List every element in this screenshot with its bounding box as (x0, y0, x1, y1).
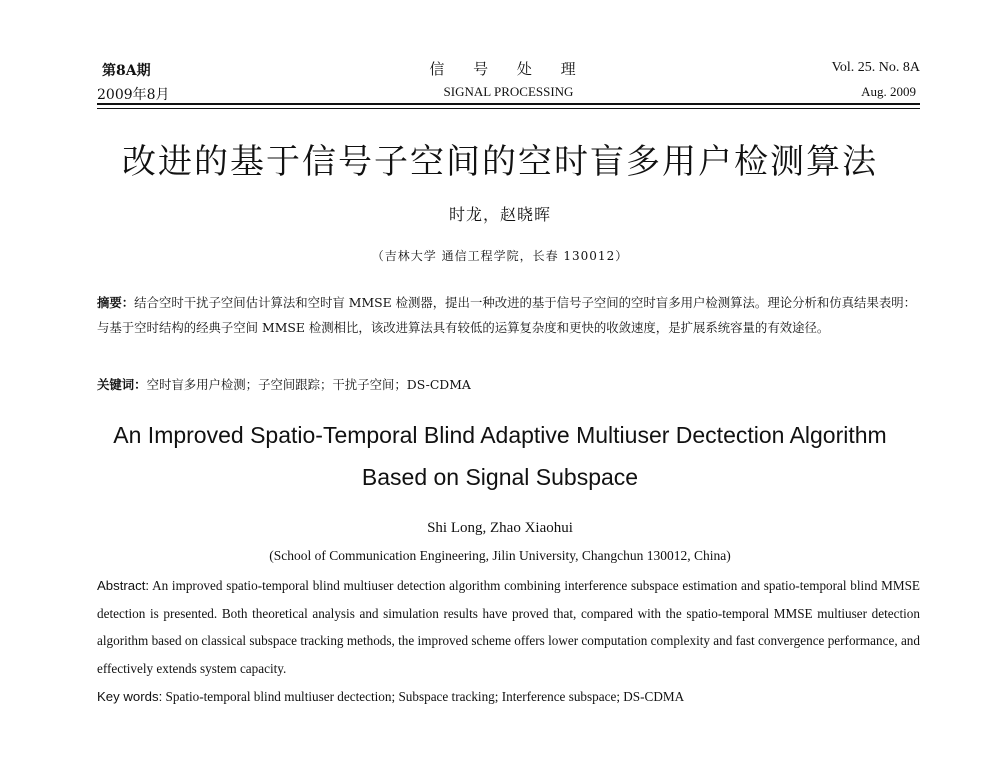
abstract-cn-text: 结合空时干扰子空间估计算法和空时盲 MMSE 检测器，提出一种改进的基于信号子空间的空时盲多用户检测算法。理论分析和仿真结果表明：与基于空时结构的经典子空间 MMSE 检测相比，该改进算法具有较低的运算复杂度和更快的收敛速度，是扩展系统容量的有效途径。 (97, 295, 917, 335)
paper-title-cn: 改进的基于信号子空间的空时盲多用户检测算法 (122, 143, 878, 181)
journal-name-cn: 信 号 处 理 (429, 60, 588, 78)
affiliation-cn: （吉林大学 通信工程学院，长春 130012） (371, 249, 629, 263)
paper-title-en-line2: Based on Signal Subspace (361, 464, 639, 490)
keywords-cn-text: 空时盲多用户检测；子空间跟踪；干扰子空间；DS-CDMA (146, 377, 471, 392)
keywords-en-label: Key words: (97, 689, 163, 704)
issue-date-en: Aug. 2009 (861, 84, 916, 99)
paper-title-en-line1: An Improved Spatio-Temporal Blind Adaptive Multiuser Dectection Algorithm (113, 422, 887, 448)
keywords-cn (97, 375, 920, 393)
journal-header (97, 56, 920, 106)
issue-number: 第8A期 (102, 63, 151, 79)
journal-name-en: SIGNAL PROCESSING (443, 84, 574, 99)
paper-title-en (0, 414, 1000, 498)
header-rule-thick (97, 103, 920, 105)
keywords-en (97, 689, 920, 705)
authors-cn: 时龙，赵晓晖 (448, 205, 551, 224)
abstract-en-label: Abstract: (97, 578, 150, 593)
issue-date-cn: 2009年8月 (97, 87, 170, 103)
abstract-en-text: An improved spatio-temporal blind multiuser detection algorithm combining interference subspace estimation and spatio-temporal blind MMSE detection is presented. Both theoretical analysis and simulation results have proved that, compared with the spatio-temporal MMSE multiuser detection algorithm based on classical subspace tracking methods, the improved scheme offers lower computation complexity and fast convergence performance, and effectively extends system capacity. (97, 578, 920, 676)
volume-info: Vol. 25. No. 8A (831, 60, 920, 75)
keywords-en-text: Spatio-temporal blind multiuser dectection; Subspace tracking; Interference subspace; DS-CDMA (165, 689, 685, 704)
affiliation-en: (School of Communication Engineering, Jilin University, Changchun 130012, China) (269, 548, 731, 563)
abstract-cn-label: 摘要： (97, 295, 135, 310)
header-rule-thin (97, 108, 920, 109)
authors-en: Shi Long, Zhao Xiaohui (427, 520, 573, 536)
keywords-cn-label: 关键词： (97, 377, 147, 392)
abstract-en (97, 572, 920, 682)
abstract-cn (97, 290, 920, 340)
